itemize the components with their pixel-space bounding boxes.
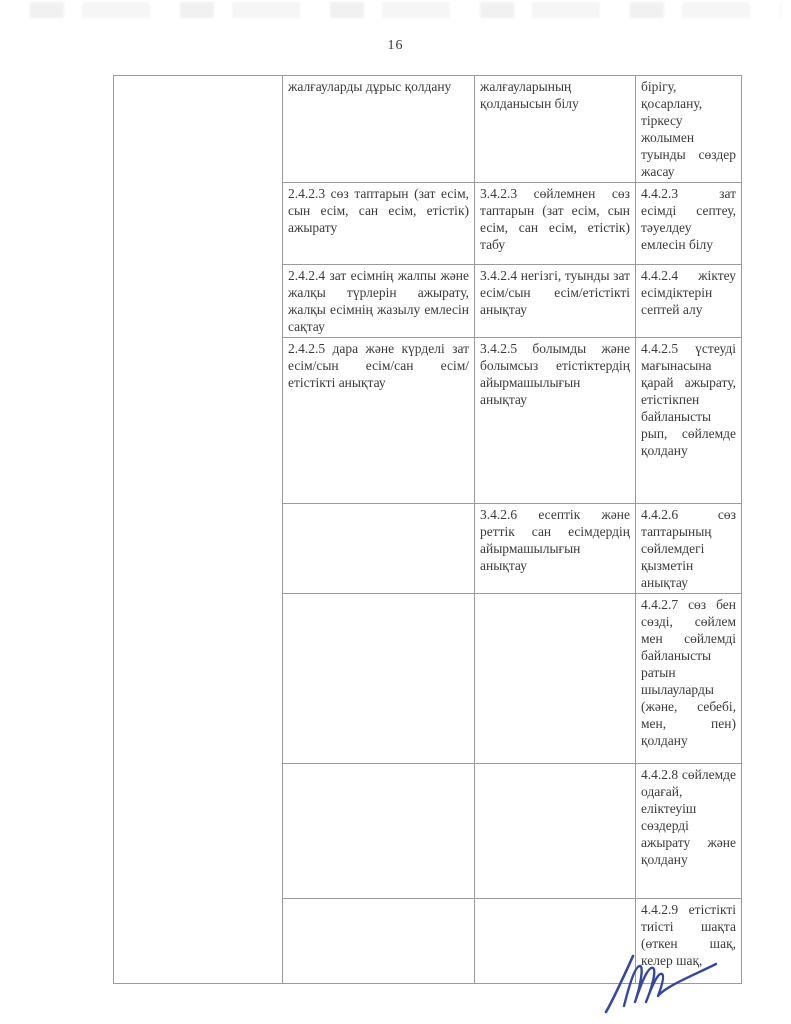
table-cell-grade4: 4.4.2.8 сөйлемде одағай, еліктеуіш сөздерді ажырату және қолдану — [636, 764, 742, 899]
table-cell-grade2 — [283, 899, 475, 984]
page-number: 16 — [387, 38, 404, 53]
table-cell-grade4: 4.4.2.5 үстеуді мағынасына қарай ажырату, етістікпен байланысты рып, сөйлемде қолдану — [636, 338, 742, 504]
table-cell-grade3 — [475, 764, 636, 899]
table-cell-grade3: 3.4.2.5 болымды және болымсыз етістіктердің айырмашылығын анықтау — [475, 338, 636, 504]
scan-noise-artifact — [30, 2, 781, 18]
table-cell-grade2: 2.4.2.4 зат есімнің жалпы және жалқы түрлерін ажырату, жалқы есімнің жазылу емлесін сақтау — [283, 265, 475, 338]
table-cell-grade4: 4.4.2.6 сөз таптарының сөйлемдегі қызметін анықтау — [636, 504, 742, 594]
table-cell-grade2 — [283, 594, 475, 764]
table-cell-grade2 — [283, 504, 475, 594]
table-cell-grade4: 4.4.2.7 сөз бен сөзді, сөйлем мен сөйлемді байланысты ратын шылауларды (және, себебі, мен, пен) қолдану — [636, 594, 742, 764]
table-cell-grade4: 4.4.2.3 зат есімді септеу, тәуелдеу емлесін білу — [636, 183, 742, 265]
table-cell-grade2 — [283, 764, 475, 899]
table-cell-grade2: 2.4.2.3 сөз таптарын (зат есім, сын есім, сан есім, етістік) ажырату — [283, 183, 475, 265]
table-cell-grade4: бірігу, қосарлану, тіркесу жолымен туынды сөздер жасау — [636, 76, 742, 183]
table-cell-grade4: 4.4.2.9 етістікті тиісті шақта (өткен шақ, келер шақ, — [636, 899, 742, 984]
table-row — [114, 76, 742, 183]
merged-empty-cell — [114, 76, 283, 984]
table-cell-grade2: жалғауларды дұрыс қолдану — [283, 76, 475, 183]
table-cell-grade3: 3.4.2.6 есептік және реттік сан есімдердің айырмашылығын анықтау — [475, 504, 636, 594]
table-cell-grade3: 3.4.2.3 сөйлемнен сөз таптарын (зат есім, сын есім, сан есім, етістік) табу — [475, 183, 636, 265]
table-cell-grade3 — [475, 594, 636, 764]
table-cell-grade2: 2.4.2.5 дара және күрделі зат есім/сын есім/сан есім/ етістікті анықтау — [283, 338, 475, 504]
signature-scribble — [598, 936, 724, 1020]
handwritten-signature — [598, 936, 724, 1020]
table-cell-grade4: 4.4.2.4 жіктеу есімдіктерін септей алу — [636, 265, 742, 338]
table-cell-grade3: 3.4.2.4 негізгі, туынды зат есім/сын есім/етістікті анықтау — [475, 265, 636, 338]
curriculum-objectives-table — [113, 75, 742, 984]
table-cell-grade3: жалғауларының қолданысын білу — [475, 76, 636, 183]
